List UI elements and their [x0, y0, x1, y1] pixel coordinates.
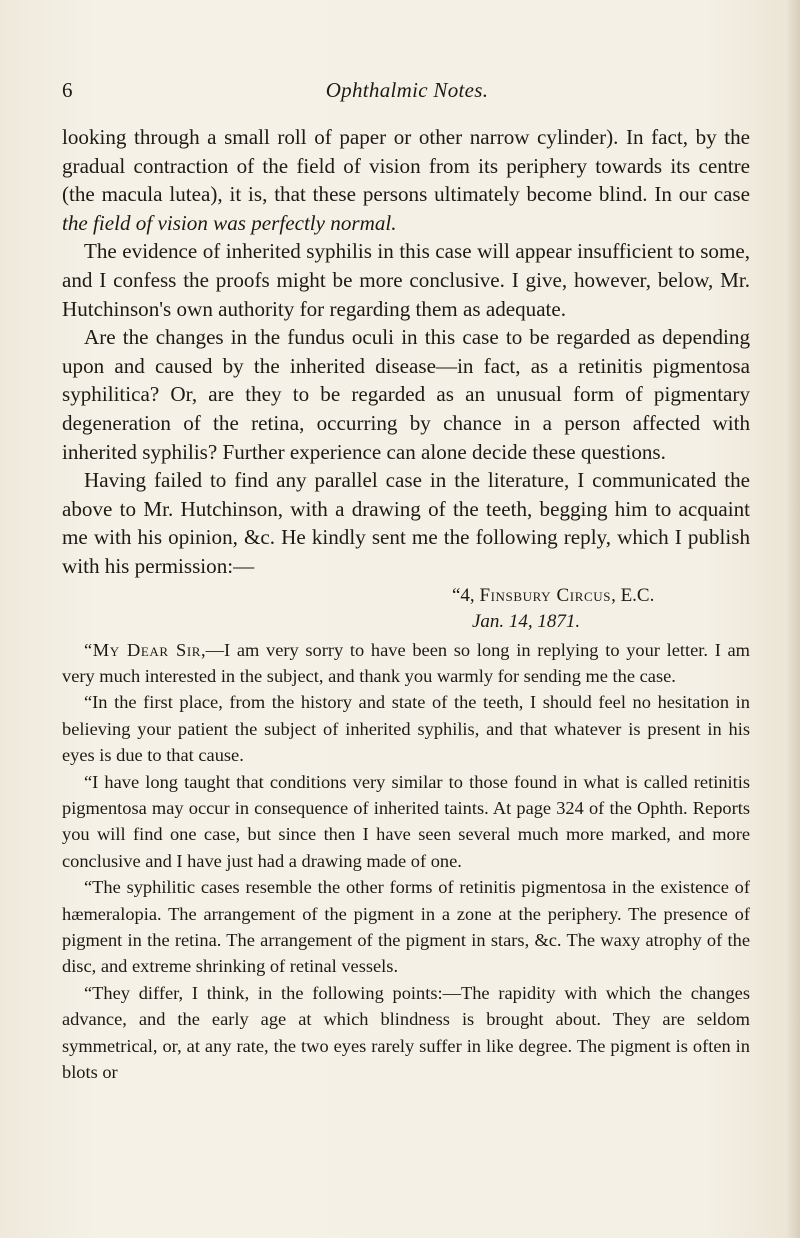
paragraph-questions: Are the changes in the fundus oculi in this case to be regarded as depending upon and caused by the inherited disease—in fact, as a retinitis pigmentosa syphilitica? Or, are they to be regarded as an unusual form of pigmentary degeneration of the retina, occurring by chance in a person affected with inherited syphilis? Further experience can alone decide these questions. — [62, 325, 750, 464]
paragraph-evidence: The evidence of inherited syphilis in this case will appear insufficient to some, and I confess the proofs might be more conclusive. I give, however, below, Mr. Hutchinson's own authority for regarding them as adequate. — [62, 239, 750, 321]
letter-paragraph: “The syphilitic cases resemble the other forms of retinitis pigmentosa in the existence of hæmeralopia. The arrangement of the pigment in a zone at the periphery. The presence of pigment in the retina. The arrangement of the pigment in stars, &c. The waxy atrophy of the disc, and extreme shrinking of retinal vessels. — [62, 877, 750, 977]
letter-date: Jan. 14, 1871. — [472, 610, 581, 632]
page-header — [62, 78, 752, 108]
page-edge-shadow — [786, 0, 800, 1238]
letter-paragraph: “In the first place, from the history and state of the teeth, I should feel no hesitation in believing your patient the subject of inherited syphilis, and that whatever is present in his eyes is due to that cause. — [62, 692, 750, 766]
body-text — [62, 123, 750, 1233]
letter-address: “4, Finsbury Circus, E.C. — [452, 584, 655, 606]
letter — [62, 583, 750, 1086]
letter-paragraph-salutation: “My Dear Sir,—I am very sorry to have been so long in replying to your letter. I am very much interested in the subject, and thank you warmly for sending me the case. — [62, 639, 750, 686]
running-title: Ophthalmic Notes. — [325, 78, 489, 102]
page-number: 6 — [62, 78, 73, 102]
letter-paragraph: “They differ, I think, in the following points:—The rapidity with which the changes advance, and the early age at which blindness is brought about. They are seldom symmetrical, or, at any rate, the two eyes rarely suffer in like degree. The pigment is often in blots or — [62, 982, 750, 1082]
paragraph-communication: Having failed to find any parallel case in the literature, I communicated the above to Mr. Hutchinson, with a drawing of the teeth, begging him to acquaint me with his opinion, &c. He kindly sent me the following reply, which I publish with his permission:— — [62, 468, 750, 578]
paragraph-continuation — [62, 123, 750, 237]
salutation: “My Dear Sir — [84, 639, 202, 660]
paragraph-text: looking through a small roll of paper or other narrow cylinder). In fact, by the gradual contraction of the field of vision from its periphery towards its centre (the macula lutea), it is, that these persons ultimately become blind. In our case — [62, 125, 750, 207]
emphasized-text: the field of vision was perfectly normal. — [62, 210, 397, 235]
letter-paragraph: “I have long taught that conditions very similar to those found in what is called retinitis pigmentosa may occur in consequence of inherited taints. At page 324 of the Ophth. Reports you will find one case, but since then I have seen several much more marked, and more conclusive and I have just had a drawing made of one. — [62, 771, 750, 871]
